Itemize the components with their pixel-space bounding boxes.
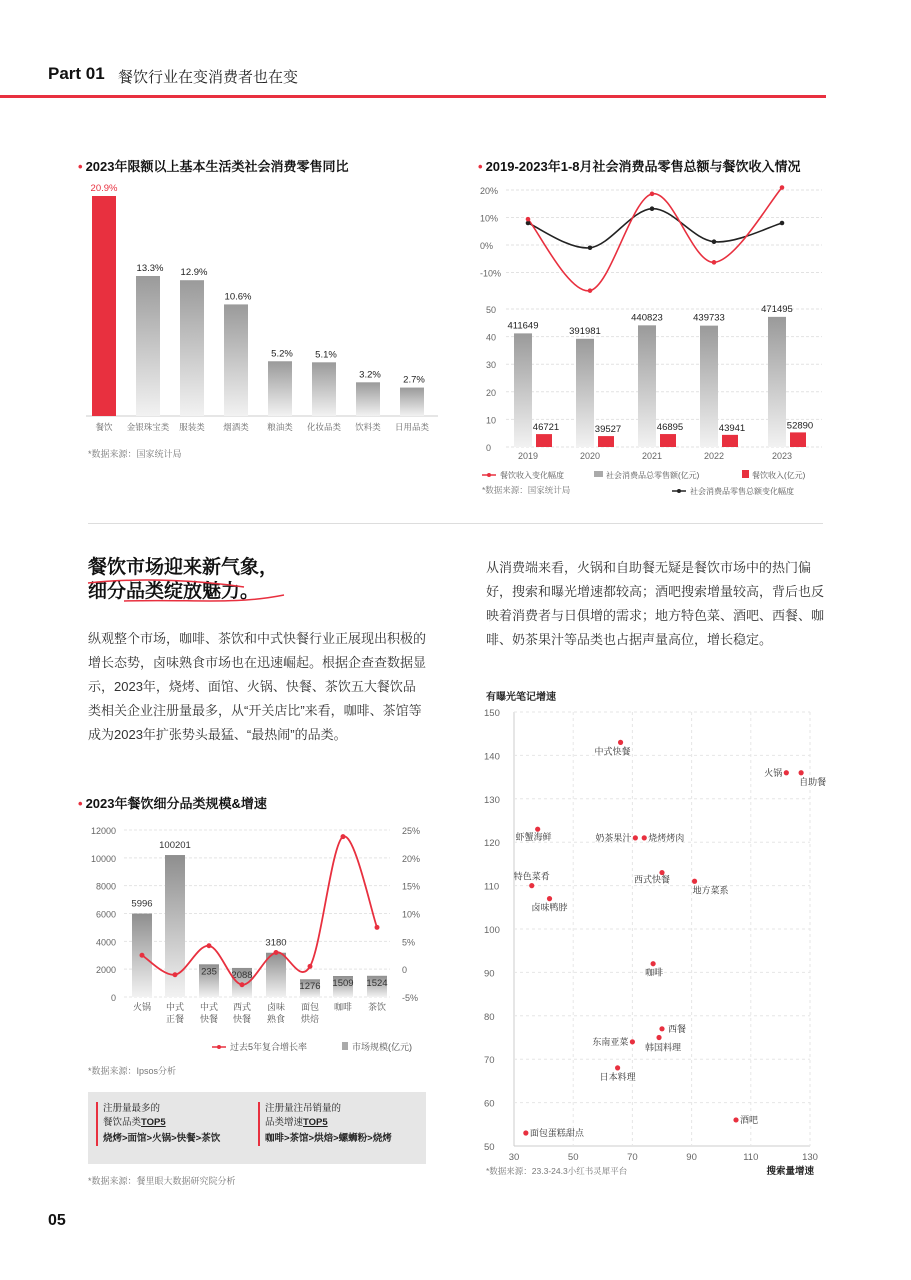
chart3-left-tick-label: 6000 [95,909,116,920]
chart3-category-label: 中式 [165,1002,185,1012]
chart4-point [656,1035,661,1040]
chart1-value-label: 13.3% [136,263,164,274]
chart1-bar [400,388,424,416]
chart4-y-tick-label: 120 [484,838,500,850]
chart4-x-tick-label: 30 [508,1152,520,1163]
info-right-em: TOP5 [303,1117,328,1128]
info-right-path: 咖啡>茶馆>烘焙>螺蛳粉>烧烤 [265,1133,392,1144]
chart2-legend-retail-swatch [594,471,603,477]
chart3-right-tick-label: 20% [402,853,421,864]
chart4-point [692,879,697,884]
chart3-left-tick-label: 0 [110,993,116,1003]
chart3-category-label: 卤味 [266,1002,286,1012]
chart4-point [733,1117,738,1122]
chart3-category-label: 面包 [300,1002,320,1012]
chart1-category-label: 金银珠宝类 [126,422,170,432]
chart1-bar [268,361,292,416]
chart2-dining-change-line [528,188,782,291]
chart2-bar-tick-label: 50 [486,305,497,315]
chart2-retail-bar [700,326,718,447]
chart4-point-label: 地方菜系 [692,885,729,896]
chart2-title-wrap [478,156,801,175]
chart4-y-tick-label: 100 [484,925,500,936]
chart3-right-tick-label: 25% [402,826,421,836]
chart3-category-label: 茶饮 [367,1002,387,1012]
info-left-line1: 注册量最多的 [103,1103,161,1114]
chart3-category-label: 咖啡 [333,1002,353,1012]
chart2-dining-value-label: 39527 [594,424,622,436]
chart1-value-label: 3.2% [359,369,381,381]
info-right-line2 [265,1116,392,1130]
chart2-retail-bar [514,333,532,447]
chart2-dining-bar [722,435,738,447]
chart3-right-tick-label: 0 [402,965,408,976]
chart1-value-label: 2.7% [403,374,425,386]
chart4-point [523,1130,528,1135]
chart4-y-tick-label: 70 [484,1055,495,1067]
chart4-x-tick-label: 70 [627,1152,638,1163]
chart1-category-label: 粮油类 [267,422,293,432]
chart3-category-label: 正餐 [165,1014,185,1024]
chart4-y-tick-label: 150 [484,708,500,719]
chart4-point-label: 虾蟹海鲜 [515,832,552,843]
chart2-category-label: 2022 [703,451,725,461]
chart2-bar-tick-label: 10 [486,415,497,426]
chart1-category-label: 烟酒类 [223,422,249,432]
chart3-left-tick-label: 2000 [95,965,116,976]
part-label: Part 01 [48,64,105,83]
chart2-retail-change-point [780,221,785,226]
chart3-cagr-point [207,943,212,948]
chart3-size-value-label: 235 [201,966,217,978]
chart1-category-label: 日用品类 [394,422,430,432]
chart1-value-label: 12.9% [180,267,208,279]
chart1-bar [224,304,248,416]
chart3-cagr-point [173,972,178,977]
chart2-bar-tick-label: 20 [486,387,497,398]
chart4-x-tick-label: 90 [686,1152,697,1163]
chart4-point-label: 中式快餐 [594,746,631,757]
chart2-retail-change-line [528,209,782,248]
chart3-category-label: 快餐 [232,1014,252,1024]
info-col-registrations [96,1102,220,1146]
chart2-dining-bar [536,434,552,447]
info-right-prefix: 品类增速 [265,1117,304,1128]
chart2-bar-tick-label: 0 [486,443,492,453]
chart4-point [633,835,638,840]
chart2-legend-retail: 社会消费品总零售额(亿元) [606,471,700,480]
chart3-cagr-point [375,925,380,930]
chart1-title-wrap [78,156,348,175]
chart2-line-tick-label: 10% [480,213,499,224]
chart4-y-tick-label: 60 [484,1098,495,1110]
chart1-category-label: 饮料类 [355,422,381,432]
chart4-point [630,1039,635,1044]
chart2-retail-value-label: 411649 [507,320,539,332]
chart3-source: *数据来源：Ipsos分析 [88,1066,177,1076]
chart4-point [615,1065,620,1070]
chart1-value-label: 10.6% [224,291,252,303]
infobox-source: *数据来源：餐里眼大数据研究院分析 [88,1176,236,1186]
chart3-legend-size-swatch [342,1042,348,1050]
chart2-retail-value-label: 439733 [693,312,725,324]
chart3-legend-size: 市场规模(亿元) [352,1042,412,1052]
chart3-cagr-point [341,834,346,839]
chart1-value-label: 5.1% [315,349,337,361]
chart3-size-value-label: 1524 [366,977,388,989]
chart2-bar-tick-label: 40 [486,332,497,343]
chart2-retail-change-point [712,239,717,244]
chart3-cagr-point [274,950,279,955]
top5-info-box [88,1092,426,1164]
chart4-point-label: 烧烤烤肉 [648,832,685,843]
chart3-left-tick-label: 8000 [95,881,116,892]
chart2-combo-chart [476,178,826,506]
chart2-retail-change-point [650,206,655,211]
chart4-point [799,770,804,775]
chart2-dining-bar [598,436,614,447]
info-left-em: TOP5 [141,1117,166,1128]
chart4-point-label: 日本料理 [599,1071,636,1082]
headline-line-1: 餐饮市场迎来新气象， [88,557,279,578]
chart2-retail-bar [768,317,786,447]
chart4-source: *数据来源：23.3-24.3小红书灵犀平台 [486,1166,628,1176]
bullet-dot: • [478,159,483,174]
chart3-size-value-label: 1509 [332,977,354,989]
info-left-prefix: 餐饮品类 [103,1117,142,1128]
chart4-point [535,827,540,832]
chart2-category-label: 2020 [579,451,601,461]
chart3-title: 2023年餐饮细分品类规模&增速 [85,796,267,811]
chart3-right-tick-label: 10% [402,909,421,920]
chart3-title-wrap [78,793,267,812]
chart4-y-tick-label: 90 [484,968,495,980]
chart4-y-tick-label: 110 [484,881,500,893]
info-left-line2 [103,1116,220,1130]
paragraph-left: 纵观整个市场，咖啡、茶饮和中式快餐行业正展现出积极的增长态势，卤味熟食市场也在迅速崛起。根据企查查数据显示，2023年，烧烤、面馆、火锅、快餐、茶饮五大餐饮品类相关企业注册量最多，从“开关店比”来看，咖啡、茶馆等成为2023年扩张势头最猛、“最热闹”的品类。 [88,631,427,742]
header-divider [0,95,826,98]
chart2-dining-value-label: 52890 [786,420,814,432]
chart2-dining-value-label: 46721 [532,422,560,434]
chart4-point-label: 酒吧 [740,1114,759,1125]
info-left-path: 烧烤>面馆>火锅>快餐>茶饮 [103,1133,221,1144]
chart2-title: 2019-2023年1-8月社会消费品零售总额与餐饮收入情况 [485,159,801,174]
chart3-category-label: 火锅 [132,1002,152,1012]
bullet-dot: • [78,796,83,811]
chart4-y-tick-label: 130 [484,794,500,806]
chart2-retail-value-label: 471495 [761,303,793,315]
chart2-dining-change-point [526,217,531,222]
chart1-bar [180,280,204,416]
chart2-retail-bar [638,325,656,447]
chart4-point [618,740,623,745]
chart2-dining-bar [660,434,676,447]
chart3-size-value-label: 5996 [131,898,153,910]
chart4-point [784,770,789,775]
chart1-title: 2023年限额以上基本生活类社会消费零售同比 [85,159,349,174]
chart4-point-label: 自助餐 [799,776,827,787]
chart4-x-tick-label: 130 [802,1152,818,1163]
chart3-left-tick-label: 10000 [90,853,116,864]
headline-line-2: 细分品类绽放魅力。 [88,581,260,602]
section-divider [88,523,823,524]
chart2-line-tick-label: 20% [480,186,499,196]
chart3-right-tick-label: 15% [402,881,421,892]
chart2-retail-bar [576,339,594,447]
chart2-line-tick-label: 0% [480,241,494,251]
chart3-combo-chart [80,818,430,1056]
chart4-x-tick-label: 110 [743,1152,759,1163]
chart4-y-tick-label: 50 [484,1142,495,1153]
chart1-category-label: 餐饮 [95,422,113,432]
chart2-category-label: 2023 [771,451,793,461]
info-right-line1: 注册量注吊销量的 [265,1103,342,1114]
page-number: 05 [48,1212,66,1229]
chart4-ylabel: 有曝光笔记增速 [486,692,556,703]
chart4-y-tick-label: 140 [484,751,500,763]
chart1-bar [356,382,380,416]
chart1-value-label: 20.9% [90,183,118,194]
chart3-size-value-label: 1276 [299,981,321,993]
chart4-x-axis-label: 搜索量增速 [766,1166,814,1177]
chart4-point-label: 西式快餐 [633,874,671,885]
chart3-legend-cagr: 过去5年复合增长率 [230,1042,308,1052]
chart3-category-label: 西式 [232,1002,252,1012]
chart3-cagr-point [240,982,245,987]
chart2-dining-change-point [650,192,655,197]
chart3-left-tick-label: 4000 [95,937,116,948]
chart4-scatter-chart [478,700,827,1180]
chart2-dining-value-label: 43941 [718,422,746,434]
bullet-dot: • [78,159,83,174]
chart4-point [529,883,534,888]
chart3-size-bar [266,953,286,997]
chart1-bar [92,196,116,416]
chart2-dining-change-point [712,260,717,265]
chart2-line-tick-label: -10% [480,268,502,279]
chart3-right-tick-label: 5% [402,937,416,948]
chart4-point [659,1026,664,1031]
chart1-bar [312,362,336,416]
chart2-legend-retail-change-dot [677,489,681,493]
chart2-category-label: 2019 [517,451,539,461]
chart3-cagr-point [140,953,145,958]
chart3-size-value-label: 2088 [231,969,253,981]
chart4-point-label: 东南亚菜 [592,1036,629,1047]
chart1-value-label: 5.2% [271,348,293,360]
chart3-left-tick-label: 12000 [90,826,116,836]
chart2-legend-dining-swatch [742,470,749,478]
chart1-category-label: 化妆品类 [306,422,342,432]
chart4-point-label: 特色菜肴 [513,871,550,882]
chart4-point-label: 西餐 [668,1023,687,1034]
chart4-point-label: 奶茶果汁 [595,832,632,843]
chart3-size-value-label: 3180 [265,937,287,949]
chart4-point-label: 面包蛋糕甜点 [529,1127,584,1138]
chart3-category-label: 熟食 [266,1014,286,1024]
chart3-size-value-label: 100201 [159,840,191,852]
chart2-dining-bar [790,432,806,447]
chart4-x-tick-label: 50 [567,1152,579,1163]
chart4-point-label: 火锅 [764,767,783,778]
chart1-bar [136,276,160,416]
chart2-retail-value-label: 440823 [631,312,663,324]
chart3-category-label: 快餐 [199,1014,219,1024]
chart4-y-tick-label: 80 [484,1011,495,1023]
chart3-right-tick-label: -5% [402,993,419,1003]
chart4-point-label: 韩国料理 [645,1042,682,1053]
chart4-point [651,961,656,966]
chart2-category-label: 2021 [641,451,663,461]
chart2-dining-value-label: 46895 [656,422,684,434]
chart1-category-label: 服装类 [179,422,205,432]
chart2-dining-change-point [780,185,785,190]
chart2-dining-change-point [588,288,593,293]
info-col-growth [258,1102,392,1146]
chart3-legend-cagr-dot [217,1045,221,1049]
chart4-point-label: 卤味鸭脖 [531,902,568,913]
chart1-source: *数据来源：国家统计局 [88,449,182,459]
chart2-legend-dining: 餐饮收入(亿元) [752,471,806,480]
chart4-point [642,835,647,840]
chart1-bar-chart [82,180,442,438]
chart2-retail-value-label: 391981 [569,325,601,337]
chart3-category-label: 烘焙 [300,1014,320,1024]
chart2-bar-tick-label: 30 [486,360,497,371]
chart3-category-label: 中式 [199,1002,219,1012]
chart2-retail-change-point [588,245,593,250]
paragraph-right: 从消费端来看，火锅和自助餐无疑是餐饮市场中的热门偏好，搜索和曝光增速都较高；酒吧搜索增量较高，背后也反映着消费者与日俱增的需求；地方特色菜、酒吧、西餐、咖啡、奶茶果汁等品类也占据声量高位，增长稳定。 [486,560,825,647]
chart2-source: *数据来源：国家统计局 [482,485,571,495]
headline-underline-swoosh [84,575,294,607]
chart4-point-label: 咖啡 [645,967,664,978]
chart3-cagr-point [308,964,313,969]
chart2-legend-retail-change: 社会消费品零售总额变化幅度 [690,487,794,496]
page-title: 餐饮行业在变消费者也在变 [118,69,299,86]
chart2-legend-dining-change-dot [487,473,491,477]
chart2-legend-dining-change: 餐饮收入变化幅度 [500,471,564,480]
chart4-point [547,896,552,901]
